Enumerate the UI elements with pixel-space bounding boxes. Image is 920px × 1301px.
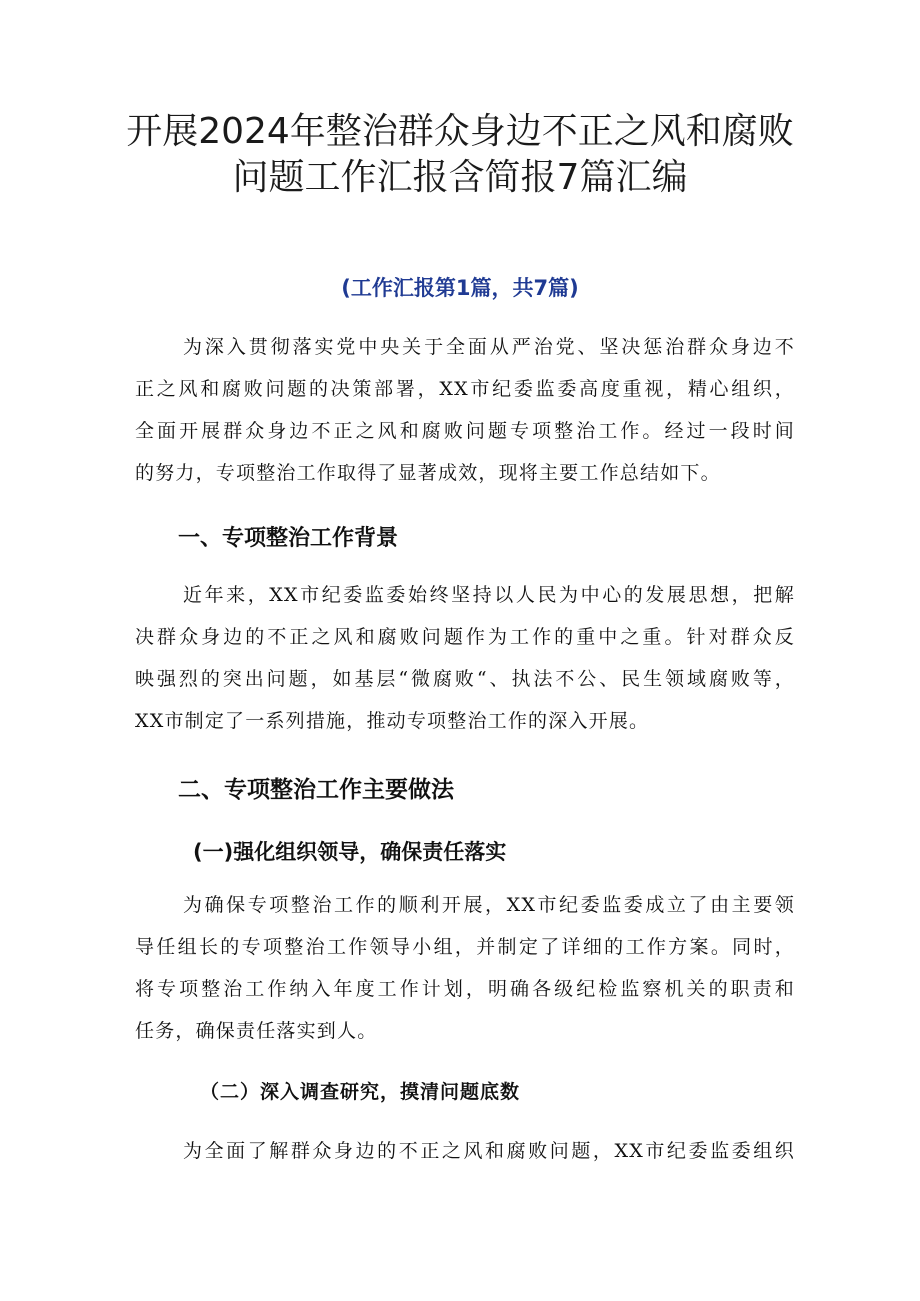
paragraph-line: 全面开展群众身边不正之风和腐败问题专项整治工作。经过一段时间 (135, 420, 795, 442)
paragraph-line: 正之风和腐败问题的决策部署，XX市纪委监委高度重视，精心组织， (135, 378, 795, 400)
paragraph-line: XX市制定了一系列措施，推动专项整治工作的深入开展。 (135, 710, 650, 732)
subsection-heading-investigation: （二）深入调查研究，摸清问题底数 (200, 1081, 521, 1103)
leadership-paragraph (135, 884, 795, 1052)
paragraph-line: 为确保专项整治工作的顺利开展，XX市纪委监委成立了由主要领 (183, 894, 795, 916)
background-paragraph (135, 574, 795, 742)
paragraph-line: 将专项整治工作纳入年度工作计划，明确各级纪检监察机关的职责和 (135, 978, 795, 1000)
paragraph-line: 的努力，专项整治工作取得了显著成效，现将主要工作总结如下。 (135, 462, 721, 484)
paragraph-line: 任务，确保责任落实到人。 (135, 1020, 378, 1042)
paragraph-line: 导任组长的专项整治工作领导小组，并制定了详细的工作方案。同时， (135, 936, 795, 958)
investigation-paragraph (135, 1130, 795, 1172)
subsection-heading-leadership: (一)强化组织领导，确保责任落实 (193, 840, 507, 864)
section-heading-background: 一、专项整治工作背景 (178, 526, 399, 551)
section-heading-methods: 二、专项整治工作主要做法 (178, 777, 454, 803)
document-title-line-2: 问题工作汇报含简报7篇汇编 (232, 157, 688, 198)
document-subtitle: (工作汇报第1篇，共7篇) (341, 276, 579, 300)
paragraph-line: 为全面了解群众身边的不正之风和腐败问题，XX市纪委监委组织 (183, 1140, 795, 1162)
paragraph-line: 为深入贯彻落实党中央关于全面从严治党、坚决惩治群众身边不 (183, 336, 795, 358)
paragraph-line: 映强烈的突出问题，如基层“微腐败“、执法不公、民生领域腐败等， (135, 668, 795, 690)
paragraph-line: 决群众身边的不正之风和腐败问题作为工作的重中之重。针对群众反 (135, 626, 795, 648)
intro-paragraph (135, 326, 795, 494)
paragraph-line: 近年来，XX市纪委监委始终坚持以人民为中心的发展思想，把解 (183, 584, 795, 606)
document-title-line-1: 开展2024年整治群众身边不正之风和腐败 (126, 111, 794, 152)
